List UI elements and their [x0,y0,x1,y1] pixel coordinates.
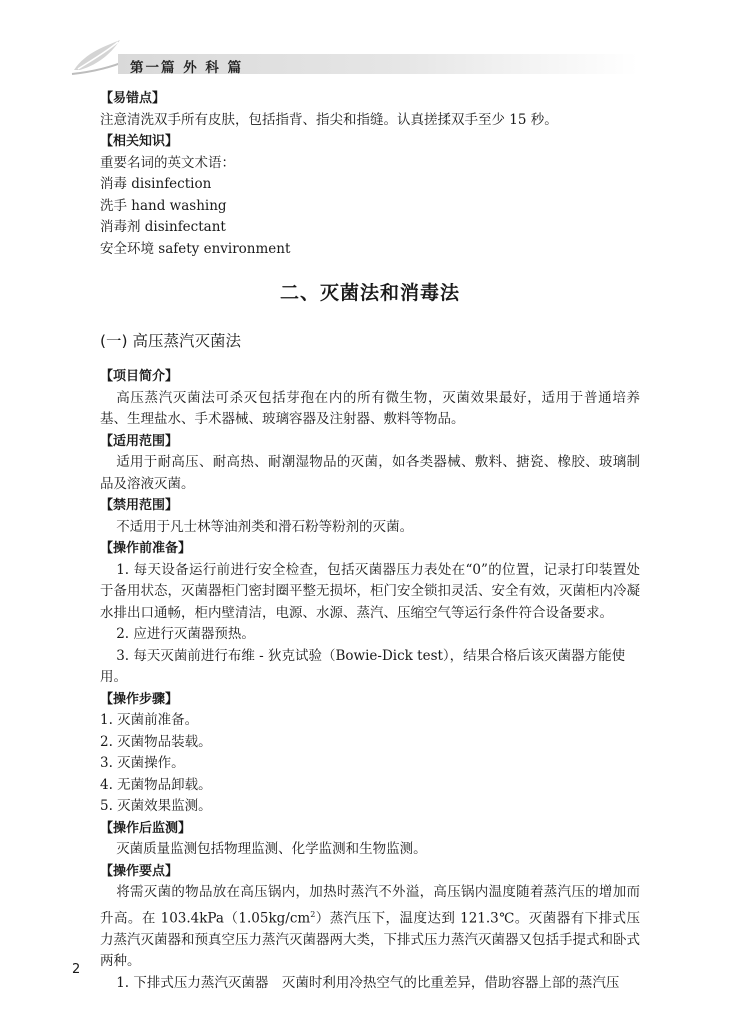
section-tag-steps: 【 操作步骤 】 [100,692,178,707]
section-tag-related: 【 相关知识 】 [100,134,178,149]
section-tag-scope: 【 适用范围 】 [100,434,178,449]
section-tag-monitor: 【 操作后监测 】 [100,821,191,836]
subsection-title: (一) 高压蒸汽灭菌法 [100,331,242,350]
prep-item: 2. 应进行灭菌器预热。 [116,626,255,642]
step-item: 2. 灭菌物品装载。 [100,733,212,750]
page-number: 2 [72,962,81,977]
section-tag-prep: 【 操作前准备 】 [100,541,191,556]
prep-item: 1. 每天设备运行前进行安全检查，包括灭菌器压力表处在“0”的位置，记录打印装置处于备用状态，灭菌器柜门密封圈平整无损坏，柜门安全锁扣灵活、安全有效，灭菌柜内冷凝水排出口通畅，柜内壁清洁，电源、水源、蒸汽、压缩空气等运行条件符合设备要求。 [100,561,640,621]
points-superscript: 2 [310,909,316,919]
scope-text: 适用于耐高压、耐高热、耐潮湿物品的灭菌，如各类器械、敷料、搪瓷、橡胶、玻璃制品及溶液灭菌。 [100,454,640,492]
step-item: 3. 灭菌操作。 [100,755,185,771]
points-paragraph [100,882,640,973]
term-item: 消毒剂 disinfectant [100,219,226,235]
term-item: 安全环境 safety environment [100,240,291,257]
section-tag-forbidden: 【 禁用范围 】 [100,498,178,513]
errors-text: 注意清洗双手所有皮肤，包括指背、指尖和指缝。认真搓揉双手至少 15 秒。 [100,111,558,128]
prep-item: 3. 每天灭菌前进行布维 - 狄克试验（Bowie-Dick test），结果合格后该灭菌器方能使用。 [100,647,626,685]
term-item: 洗手 hand washing [100,197,227,214]
step-item: 1. 灭菌前准备。 [100,712,199,728]
step-item: 4. 无菌物品卸载。 [100,776,212,793]
points-text-a: 将需灭菌的物品放在高压锅内，加热时蒸汽不外溢，高压锅内温度随着蒸汽压的增加而升高。在 103.4kPa（1.05kg/cm [100,884,640,926]
points-paragraph-2: 1. 下排式压力蒸汽灭菌器 灭菌时利用冷热空气的比重差异，借助容器上部的蒸汽压 [116,974,620,991]
related-intro: 重要名词的英文术语： [100,154,235,171]
section-tag-points: 【 操作要点 】 [100,864,178,879]
points-text-b: ）蒸汽压下，温度达到 121.3℃。灭菌器有下排式压力蒸汽灭菌器和预真空压力蒸汽灭菌器两大类，下排式压力蒸汽灭菌器又包括手提式和卧式两种。 [100,910,641,969]
page-content [100,88,640,994]
forbidden-text: 不适用于凡士林等油剂类和滑石粉等粉剂的灭菌。 [116,518,414,535]
chapter-title: 二、灭菌法和消毒法 [279,282,460,304]
section-tag-intro: 【 项目简介 】 [100,369,178,384]
term-item: 消毒 disinfection [100,176,212,192]
intro-text: 高压蒸汽灭菌法可杀灭包括芽孢在内的所有微生物，灭菌效果最好，适用于普通培养基、生理盐水、手术器械、玻璃容器及注射器、敷料等物品。 [100,389,640,427]
step-item: 5. 灭菌效果监测。 [100,798,212,814]
monitor-text: 灭菌质量监测包括物理监测、化学监测和生物监测。 [116,841,427,857]
running-header: 第一篇 外 科 篇 [130,60,244,76]
section-tag-errors: 【 易错点 】 [100,91,165,106]
